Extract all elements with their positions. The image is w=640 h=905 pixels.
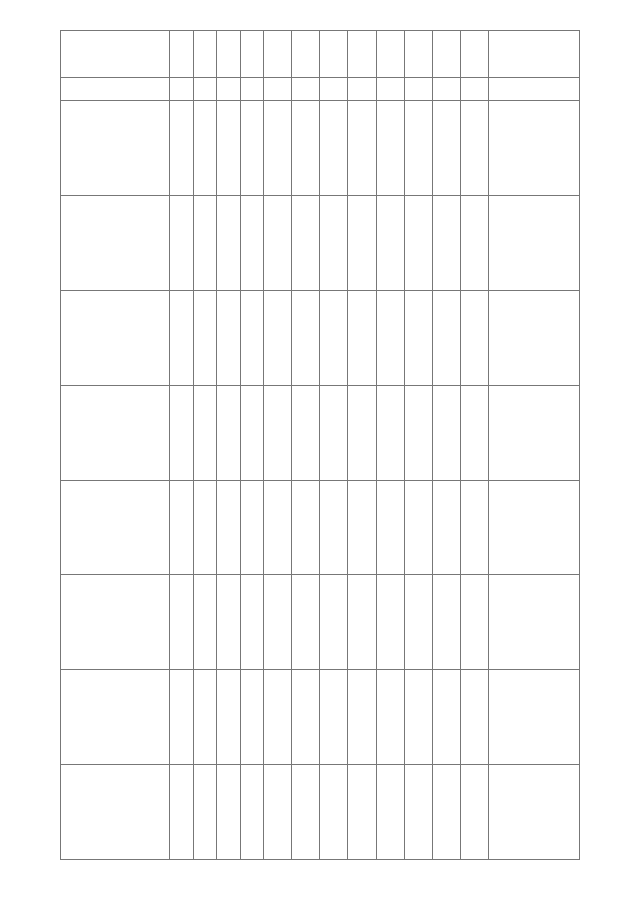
subheader-cell	[348, 78, 376, 101]
table-row	[61, 575, 580, 670]
table-cell	[348, 765, 376, 860]
subheader-cell	[488, 78, 579, 101]
subheader-cell	[61, 78, 170, 101]
table-cell	[170, 290, 194, 385]
table-row	[61, 101, 580, 196]
table-cell	[264, 670, 292, 765]
table-cell	[264, 195, 292, 290]
table-cell	[320, 480, 348, 575]
table-cell	[217, 670, 241, 765]
table-cell	[264, 480, 292, 575]
table-cell	[170, 385, 194, 480]
table-cell	[460, 101, 488, 196]
table-cell	[61, 480, 170, 575]
table-cell	[348, 195, 376, 290]
table-cell	[240, 290, 264, 385]
subheader-row	[61, 78, 580, 101]
table-cell	[292, 670, 320, 765]
table-cell	[348, 575, 376, 670]
table-cell	[292, 765, 320, 860]
header-cell	[376, 31, 404, 78]
header-cell	[240, 31, 264, 78]
table-cell	[404, 195, 432, 290]
table-cell	[193, 765, 217, 860]
header-cell	[460, 31, 488, 78]
table-cell	[460, 385, 488, 480]
table-cell	[432, 765, 460, 860]
table-cell	[376, 195, 404, 290]
table-cell	[264, 765, 292, 860]
table-cell	[320, 195, 348, 290]
table-row	[61, 385, 580, 480]
header-cell	[320, 31, 348, 78]
table-cell	[348, 480, 376, 575]
table-cell	[170, 575, 194, 670]
table-cell	[432, 670, 460, 765]
document-table-wrapper	[60, 30, 580, 860]
table-cell	[460, 575, 488, 670]
table-cell	[488, 575, 579, 670]
table-cell	[460, 480, 488, 575]
table-cell	[217, 385, 241, 480]
table-cell	[170, 195, 194, 290]
table-cell	[240, 480, 264, 575]
table-cell	[320, 575, 348, 670]
table-cell	[240, 765, 264, 860]
table-cell	[432, 575, 460, 670]
table-row	[61, 765, 580, 860]
table-cell	[404, 575, 432, 670]
table-cell	[193, 385, 217, 480]
table-row	[61, 670, 580, 765]
footer-code	[40, 860, 120, 870]
header-cell	[348, 31, 376, 78]
table-cell	[320, 101, 348, 196]
header-cell	[170, 31, 194, 78]
subheader-cell	[432, 78, 460, 101]
table-cell	[460, 765, 488, 860]
table-cell	[488, 480, 579, 575]
table-cell	[432, 290, 460, 385]
table-cell	[348, 385, 376, 480]
document-table	[60, 30, 580, 860]
table-cell	[432, 195, 460, 290]
table-cell	[240, 385, 264, 480]
subheader-cell	[170, 78, 194, 101]
subheader-cell	[240, 78, 264, 101]
table-cell	[376, 670, 404, 765]
table-row	[61, 195, 580, 290]
subheader-cell	[460, 78, 488, 101]
table-cell	[488, 195, 579, 290]
table-cell	[264, 575, 292, 670]
table-cell	[61, 195, 170, 290]
table-cell	[292, 480, 320, 575]
table-cell	[292, 101, 320, 196]
header-cell	[404, 31, 432, 78]
header-cell	[217, 31, 241, 78]
table-cell	[217, 290, 241, 385]
table-cell	[404, 670, 432, 765]
table-cell	[193, 575, 217, 670]
table-cell	[193, 480, 217, 575]
table-cell	[61, 290, 170, 385]
table-cell	[376, 385, 404, 480]
table-cell	[61, 575, 170, 670]
table-cell	[376, 480, 404, 575]
table-cell	[240, 670, 264, 765]
table-cell	[193, 670, 217, 765]
subheader-cell	[264, 78, 292, 101]
table-cell	[432, 385, 460, 480]
subheader-cell	[193, 78, 217, 101]
table-cell	[376, 575, 404, 670]
table-cell	[61, 101, 170, 196]
table-cell	[348, 670, 376, 765]
table-cell	[404, 101, 432, 196]
header-cell	[432, 31, 460, 78]
table-cell	[240, 195, 264, 290]
table-cell	[170, 765, 194, 860]
header-row	[61, 31, 580, 78]
table-cell	[61, 765, 170, 860]
table-cell	[217, 480, 241, 575]
table-cell	[404, 290, 432, 385]
header-cell	[264, 31, 292, 78]
subheader-cell	[217, 78, 241, 101]
table-cell	[61, 385, 170, 480]
table-cell	[376, 290, 404, 385]
table-cell	[193, 101, 217, 196]
table-cell	[320, 670, 348, 765]
table-cell	[170, 480, 194, 575]
table-cell	[348, 101, 376, 196]
table-cell	[404, 480, 432, 575]
table-cell	[432, 480, 460, 575]
table-cell	[488, 290, 579, 385]
header-cell	[193, 31, 217, 78]
table-cell	[217, 575, 241, 670]
table-cell	[488, 670, 579, 765]
table-cell	[460, 290, 488, 385]
table-cell	[376, 101, 404, 196]
table-row	[61, 480, 580, 575]
table-cell	[432, 101, 460, 196]
table-cell	[320, 765, 348, 860]
header-cell	[292, 31, 320, 78]
table-cell	[348, 290, 376, 385]
table-cell	[488, 765, 579, 860]
table-cell	[264, 290, 292, 385]
table-row	[61, 290, 580, 385]
table-cell	[460, 195, 488, 290]
table-cell	[292, 195, 320, 290]
header-cell	[488, 31, 579, 78]
table-cell	[292, 290, 320, 385]
table-cell	[460, 670, 488, 765]
table-cell	[404, 385, 432, 480]
header-cell	[61, 31, 170, 78]
table-cell	[376, 765, 404, 860]
table-cell	[488, 385, 579, 480]
table-cell	[193, 290, 217, 385]
table-cell	[488, 101, 579, 196]
table-cell	[193, 195, 217, 290]
table-cell	[404, 765, 432, 860]
table-cell	[170, 101, 194, 196]
table-cell	[240, 101, 264, 196]
table-cell	[292, 575, 320, 670]
table-cell	[217, 195, 241, 290]
table-cell	[240, 575, 264, 670]
table-cell	[170, 670, 194, 765]
subheader-cell	[320, 78, 348, 101]
subheader-cell	[404, 78, 432, 101]
table-cell	[61, 670, 170, 765]
table-cell	[320, 290, 348, 385]
table-cell	[264, 101, 292, 196]
table-cell	[320, 385, 348, 480]
table-cell	[217, 765, 241, 860]
table-cell	[217, 101, 241, 196]
subheader-cell	[376, 78, 404, 101]
subheader-cell	[292, 78, 320, 101]
table-cell	[264, 385, 292, 480]
table-cell	[292, 385, 320, 480]
